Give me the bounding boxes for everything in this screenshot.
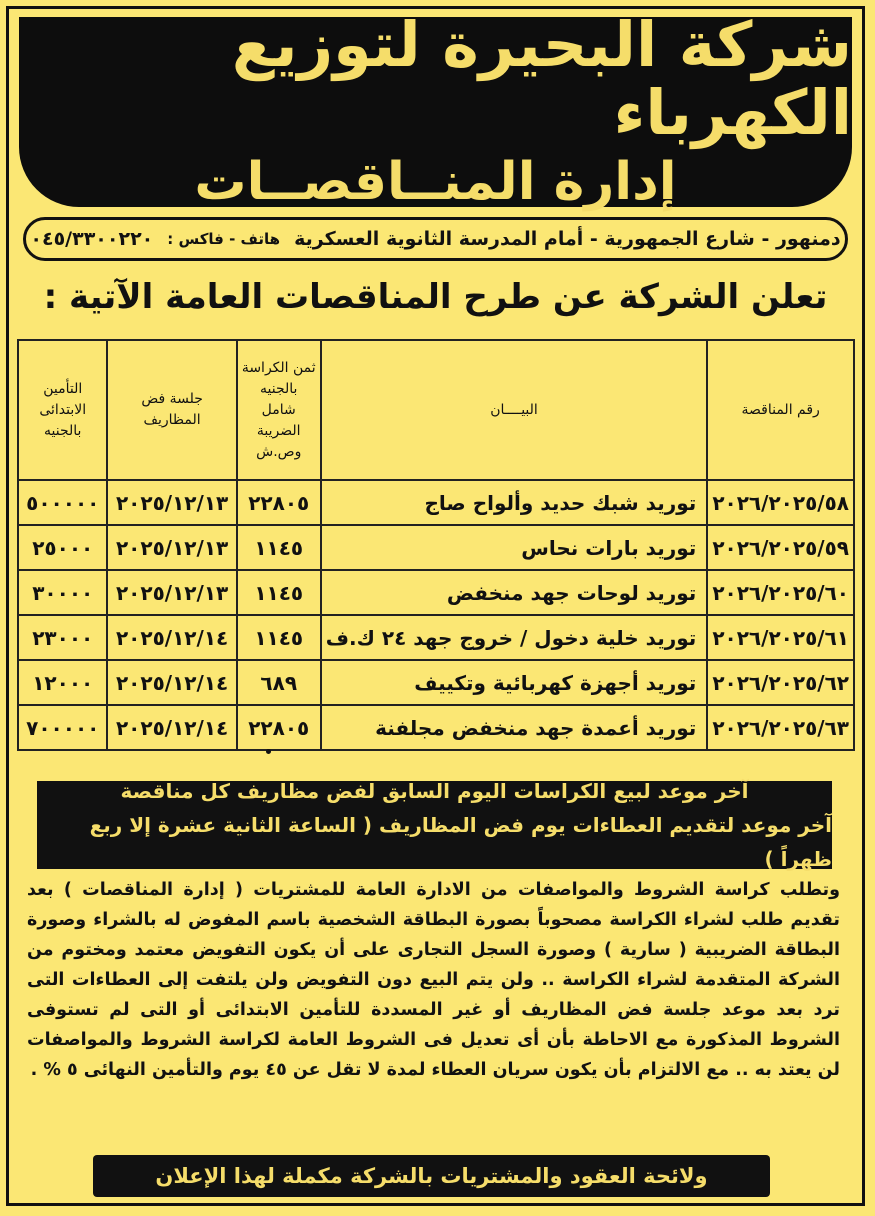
address-text: دمنهور - شارع الجمهورية - أمام المدرسة الثانوية العسكرية: [294, 228, 841, 250]
tender-opening: ٢٠٢٥/١٢/١٤: [107, 660, 236, 705]
tender-insurance: ٥٠٠٠٠٠: [18, 480, 107, 525]
table-row: [18, 705, 854, 750]
phone-label: هاتف - فاكس :: [167, 230, 281, 248]
tender-description: توريد بارات نحاس: [321, 525, 708, 570]
tender-price: ١١٤٥: [237, 570, 321, 615]
conditions-text: [27, 875, 840, 1085]
tender-no: ٢٠٢٦/٢٠٢٥/٦٣: [707, 705, 854, 750]
tender-opening: ٢٠٢٥/١٢/١٣: [107, 480, 236, 525]
department-name: إدارة المنــاقصــات: [194, 152, 677, 213]
tender-no: ٢٠٢٦/٢٠٢٥/٦١: [707, 615, 854, 660]
table-row: [18, 570, 854, 615]
tender-insurance: ١٢٠٠٠: [18, 660, 107, 705]
tender-description: توريد لوحات جهد منخفض: [321, 570, 708, 615]
header-opening: جلسة فض المظاريف: [107, 340, 236, 480]
announcement-title: تعلن الشركة عن طرح المناقصات العامة الآتية :: [43, 277, 828, 317]
phone-number: ٠٤٥/٣٣٠٠٢٢٠: [30, 228, 154, 250]
tender-insurance: ٢٥٠٠٠: [18, 525, 107, 570]
deadline-sale: آخر موعد لبيع الكراسات اليوم السابق لفض مظاريف كل مناقصة: [120, 779, 749, 803]
tender-no: ٢٠٢٦/٢٠٢٥/٦٢: [707, 660, 854, 705]
tender-opening: ٢٠٢٥/١٢/١٤: [107, 705, 236, 750]
ink-dot: [266, 749, 271, 754]
tender-opening: ٢٠٢٥/١٢/١٣: [107, 525, 236, 570]
footer-banner: ولائحة العقود والمشتريات بالشركة مكملة لهذا الإعلان: [93, 1155, 770, 1197]
tender-opening: ٢٠٢٥/١٢/١٤: [107, 615, 236, 660]
tender-price: ١١٤٥: [237, 525, 321, 570]
tender-no: ٢٠٢٦/٢٠٢٥/٦٠: [707, 570, 854, 615]
tender-no: ٢٠٢٦/٢٠٢٥/٥٩: [707, 525, 854, 570]
deadline-submission: آخر موعد لتقديم العطاءات يوم فض المظاريف ( الساعة الثانية عشرة إلا ربع ظهراً ): [89, 813, 832, 871]
table-row: [18, 525, 854, 570]
tender-description: توريد خلية دخول / خروج جهد ٢٤ ك.ف: [321, 615, 708, 660]
tender-price: ٦٨٩: [237, 660, 321, 705]
header-price: ثمن الكراسة بالجنيه شامل الضريبة وص.ش: [237, 340, 321, 480]
header-tender-no: رقم المناقصة: [707, 340, 854, 480]
tender-insurance: ٧٠٠٠٠٠: [18, 705, 107, 750]
header-insurance: التأمين الابتدائى بالجنيه: [18, 340, 107, 480]
table-row: [18, 480, 854, 525]
tender-description: توريد أجهزة كهربائية وتكييف: [321, 660, 708, 705]
company-name: شركة البحيرة لتوزيع الكهرباء: [231, 7, 852, 150]
tender-price: ٢٢٨٠٥: [237, 480, 321, 525]
tender-announcement: [6, 6, 865, 1206]
tender-price: ٢٢٨٠٥: [237, 705, 321, 750]
header-description: البيــــان: [321, 340, 708, 480]
tender-opening: ٢٠٢٥/١٢/١٣: [107, 570, 236, 615]
header-banner: [19, 7, 852, 213]
table-row: [18, 615, 854, 660]
address-bar: [23, 217, 848, 261]
tenders-table: [17, 339, 855, 751]
tender-description: توريد أعمدة جهد منخفض مجلفنة: [321, 705, 708, 750]
conditions-paragraph: وتطلب كراسة الشروط والمواصفات من الادارة العامة للمشتريات ( إدارة المناقصات ) بعد تقديم طلب لشراء الكراسة مصحوباً بصورة البطاقة الشخصية باسم المفوض له بالشراء وصورة البطاقة الضريبية ( سارية ) وصورة السجل التجارى على أن يكون التفويض معتمد ومختوم من الشركة المتقدمة لشراء الكراسة .. ولن يتم البيع دون التفويض ولن يلتفت إلى العطاءات التى ترد بعد موعد جلسة فض المظاريف أو غير المسددة للتأمين الابتدائى أو التى لم تستوفى الشروط المذكورة مع الاحاطة بأن أى تعديل فى الشروط العامة لكراسة الشروط والمواصفات لن يعتد به .. مع الالتزام بأن يكون سريان العطاء لمدة لا تقل عن ٤٥ يوم والتأمين النهائى ٥ % .: [27, 880, 840, 1080]
table-row: [18, 660, 854, 705]
tender-insurance: ٢٣٠٠٠: [18, 615, 107, 660]
tender-description: توريد شبك حديد وألواح صاج: [321, 480, 708, 525]
table-header-row: [18, 340, 854, 480]
tender-insurance: ٣٠٠٠٠: [18, 570, 107, 615]
tender-no: ٢٠٢٦/٢٠٢٥/٥٨: [707, 480, 854, 525]
tender-price: ١١٤٥: [237, 615, 321, 660]
deadlines-box: [37, 781, 832, 869]
